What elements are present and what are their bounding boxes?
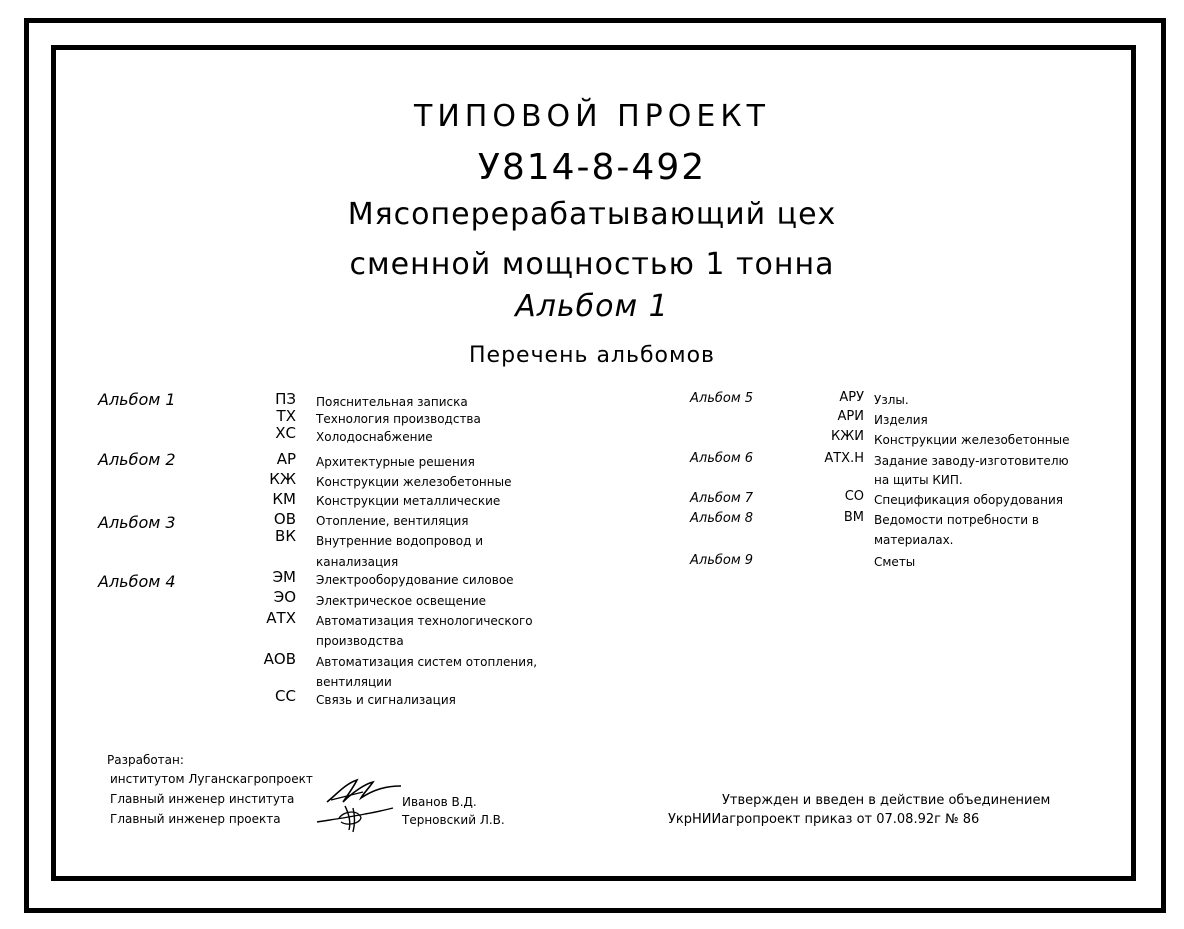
- approval-line-2: УкрНИИагропроект приказ от 07.08.92г № 86: [668, 812, 980, 827]
- right-code-so: СО: [844, 489, 864, 504]
- left-code-ss: СС: [275, 687, 296, 705]
- left-code-pz: ПЗ: [275, 390, 296, 408]
- left-code-ar: АР: [276, 450, 296, 468]
- developed-by-label: Разработан:: [107, 753, 184, 767]
- right-album-7: Альбом 7: [690, 491, 754, 506]
- left-desc-ar: Архитектурные решения: [316, 455, 475, 469]
- developer-institute: институтом Луганскагропроект: [110, 772, 313, 786]
- project-name-line2: сменной мощностью 1 тонна: [349, 247, 835, 282]
- left-code-ov: ОВ: [273, 510, 296, 528]
- left-code-eo: ЭО: [273, 588, 296, 606]
- left-desc-kzh: Конструкции железобетонные: [316, 475, 512, 489]
- chief-engineer-project-label: Главный инженер проекта: [110, 812, 281, 826]
- signature-ternovsky: [315, 800, 395, 834]
- album-list-heading: Перечень альбомов: [468, 343, 715, 368]
- right-code-aru: АРУ: [839, 390, 864, 405]
- album-title: Альбом 1: [515, 289, 669, 324]
- left-desc-pz: Пояснительная записка: [316, 395, 468, 409]
- right-album-9: Альбом 9: [690, 553, 754, 568]
- signer-name-1: Иванов В.Д.: [402, 795, 477, 809]
- right-desc-smety: Сметы: [874, 555, 916, 569]
- right-album-6: Альбом 6: [690, 451, 754, 466]
- left-desc-km: Конструкции металлические: [316, 494, 501, 508]
- left-desc-th: Технология производства: [316, 412, 481, 426]
- right-album-5: Альбом 5: [690, 391, 754, 406]
- left-desc-eo: Электрическое освещение: [316, 594, 487, 608]
- left-album-2: Альбом 2: [98, 450, 176, 469]
- left-code-em: ЭМ: [272, 568, 296, 586]
- left-desc-em: Электрооборудование силовое: [316, 573, 514, 587]
- right-desc-atxn-cont: на щиты КИП.: [874, 473, 963, 487]
- left-code-atx: АТХ: [266, 609, 296, 627]
- right-code-kzhi: КЖИ: [831, 429, 864, 444]
- left-desc-aov: Автоматизация систем отопления,: [316, 655, 538, 669]
- left-album-4: Альбом 4: [98, 572, 176, 591]
- left-code-th: ТХ: [276, 407, 296, 425]
- left-code-vk: ВК: [275, 527, 296, 545]
- left-code-aov: АОВ: [263, 650, 296, 668]
- left-code-kzh: КЖ: [269, 470, 296, 488]
- right-desc-atxn: Задание заводу-изготовителю: [874, 454, 1069, 468]
- right-code-ari: АРИ: [837, 409, 864, 424]
- left-desc-ov: Отопление, вентиляция: [316, 514, 469, 528]
- left-desc-ss: Связь и сигнализация: [316, 693, 456, 707]
- left-desc-vk: Внутренние водопровод и: [316, 534, 484, 548]
- left-desc-aov-cont: вентиляции: [316, 675, 392, 689]
- left-album-1: Альбом 1: [98, 390, 176, 409]
- left-desc-hs: Холодоснабжение: [316, 430, 433, 444]
- right-desc-ari: Изделия: [874, 413, 928, 427]
- left-desc-vk-cont: канализация: [316, 555, 399, 569]
- left-desc-atx-cont: производства: [316, 634, 404, 648]
- right-desc-kzhi: Конструкции железобетонные: [874, 433, 1070, 447]
- right-code-atxn: АТХ.Н: [824, 451, 864, 466]
- project-name-line1: Мясоперерабатывающий цех: [347, 197, 837, 232]
- right-desc-vm: Ведомости потребности в: [874, 513, 1039, 527]
- left-code-km: КМ: [272, 490, 296, 508]
- right-desc-aru: Узлы.: [874, 393, 909, 407]
- left-album-3: Альбом 3: [98, 513, 176, 532]
- right-code-vm: ВМ: [843, 510, 864, 525]
- approval-line-1: Утвержден и введен в действие объединением: [722, 793, 1051, 808]
- right-album-8: Альбом 8: [690, 511, 754, 526]
- right-desc-vm-cont: материалах.: [874, 533, 954, 547]
- signer-name-2: Терновский Л.В.: [402, 813, 505, 827]
- right-desc-so: Спецификация оборудования: [874, 493, 1063, 507]
- left-desc-atx: Автоматизация технологического: [316, 614, 533, 628]
- project-number: У814-8-492: [477, 147, 707, 188]
- project-type-heading: ТИПОВОЙ ПРОЕКТ: [414, 99, 770, 134]
- left-code-hs: ХС: [275, 424, 296, 442]
- chief-engineer-institute-label: Главный инженер института: [110, 792, 295, 806]
